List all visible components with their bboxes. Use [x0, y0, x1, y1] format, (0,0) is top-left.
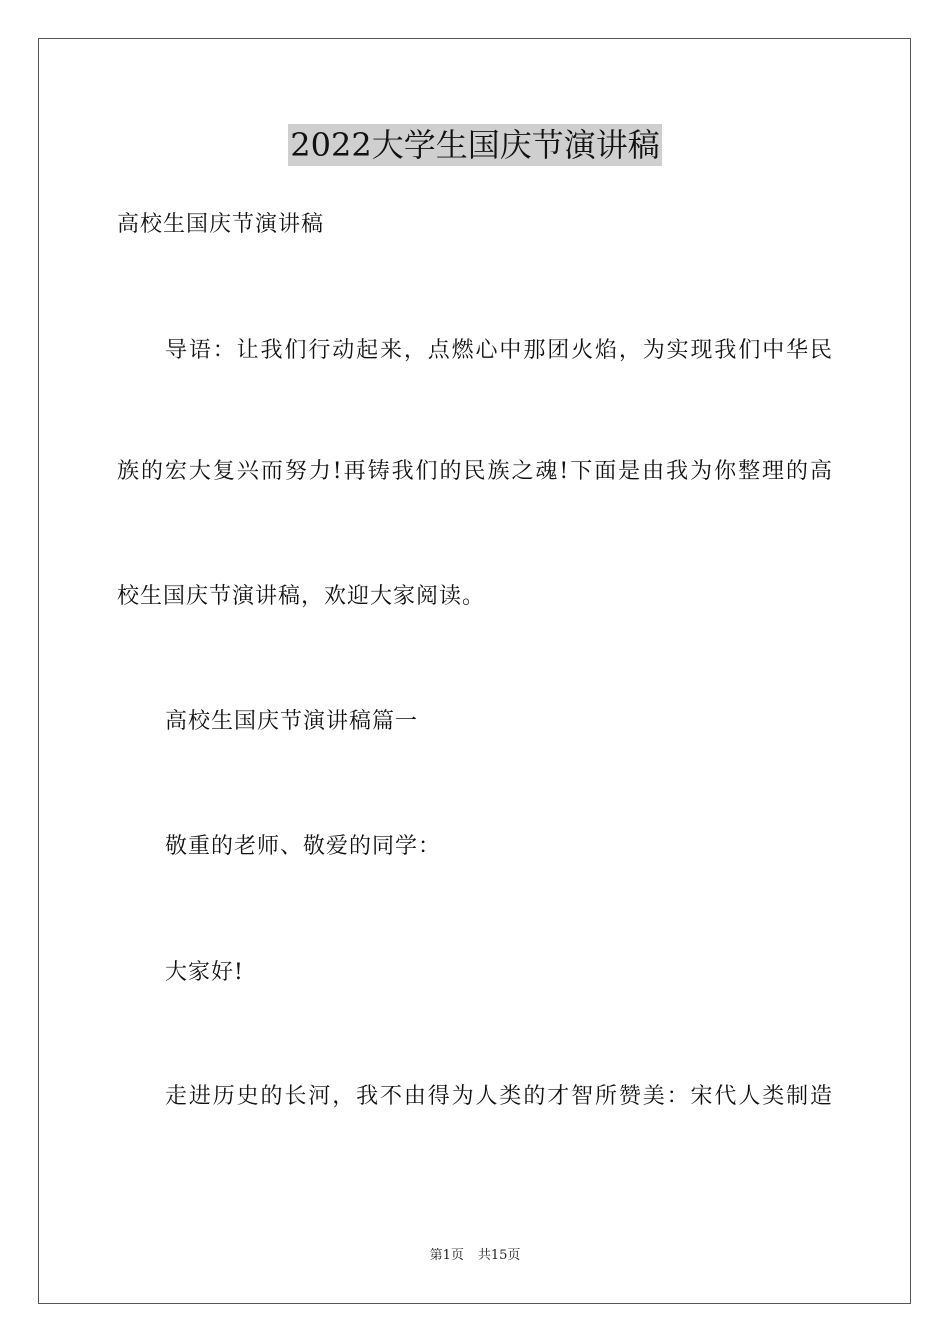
salutation-line: 敬重的老师、敬爱的同学：: [165, 834, 442, 859]
paragraph-line: 导语：让我们行动起来，点燃心中那团火焰，为实现我们中华民: [165, 338, 833, 363]
greeting-line: 大家好!: [165, 960, 244, 985]
title-container: [0, 124, 950, 166]
paragraph-line: 走进历史的长河，我不由得为人类的才智所赞美：宋代人类制造: [165, 1084, 833, 1109]
page-total: 共15页: [477, 1248, 521, 1263]
section-heading: 高校生国庆节演讲稿篇一: [165, 709, 419, 734]
paragraph-line: 校生国庆节演讲稿，欢迎大家阅读。: [117, 584, 486, 609]
page-footer: [0, 1247, 950, 1265]
subtitle-line: 高校生国庆节演讲稿: [117, 212, 325, 237]
page-number: 第1页: [429, 1248, 464, 1263]
paragraph-line: 族的宏大复兴而努力!再铸我们的民族之魂!下面是由我为你整理的高: [117, 459, 833, 484]
document-title: 2022大学生国庆节演讲稿: [290, 126, 660, 164]
